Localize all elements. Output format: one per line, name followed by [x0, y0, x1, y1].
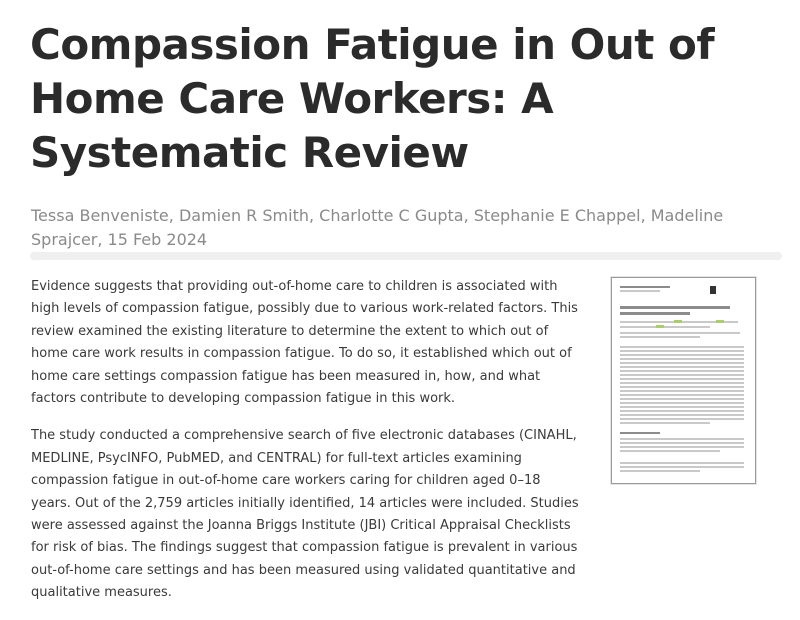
thumb-line [620, 286, 670, 288]
thumb-line [620, 306, 730, 309]
thumb-line [620, 290, 660, 292]
thumb-line [620, 462, 744, 464]
thumb-line [620, 362, 744, 364]
publisher-logo-icon [710, 286, 716, 294]
thumb-line [620, 418, 744, 420]
thumb-line [620, 346, 744, 348]
thumb-line [620, 378, 744, 380]
thumb-line [620, 312, 690, 315]
divider [30, 252, 782, 260]
thumb-highlight [674, 320, 682, 323]
thumb-line [620, 382, 744, 384]
thumb-line [620, 432, 660, 434]
abstract-paragraph: The study conducted a comprehensive search of five electronic databases (CINAHL, MEDLINE, PsycINFO, PubMED, and CENTRAL) for full-text articles examining compassion fatigue in out-of-home care workers caring for children aged 0–18 years. Out of the 2,759 articles initially identified, 14 articles were included. Studies were assessed against the Joanna Briggs Institute (JBI) Critical Appraisal Checklists for risk of bias. The findings suggest that compassion fatigue is prevalent in various out-of-home care settings and has been measured using validated quantitative and qualitative measures. [31, 428, 579, 601]
thumb-line [620, 386, 744, 388]
article-meta: Tessa Benveniste, Damien R Smith, Charlotte C Gupta, Stephanie E Chappel, Madeline Sprajcer, 15 Feb 2024 [31, 206, 724, 249]
thumb-line [620, 336, 700, 338]
thumb-line [620, 406, 744, 408]
article-title: Compassion Fatigue in Out of Home Care Workers: A Systematic Review [30, 20, 715, 177]
paper-thumbnail[interactable] [611, 277, 756, 484]
thumb-line [620, 450, 720, 452]
abstract-paragraph: Evidence suggests that providing out-of-home care to children is associated with high levels of compassion fatigue, possibly due to various work-related factors. This review examined the existing literature to determine the extent to which out of home care work results in compassion fatigue. To do so, it established which out of home care settings compassion fatigue has been measured in, how, and what factors contribute to developing compassion fatigue in this work. [31, 279, 578, 407]
thumb-line [620, 358, 744, 360]
thumb-line [620, 438, 744, 440]
thumb-line [620, 446, 744, 448]
thumb-line [620, 422, 710, 424]
thumb-line [620, 410, 744, 412]
thumb-line [620, 398, 744, 400]
article-abstract [31, 276, 583, 620]
thumb-line [620, 332, 740, 334]
thumb-line [620, 442, 744, 444]
thumb-line [620, 466, 744, 468]
thumb-line [620, 354, 744, 356]
thumb-line [620, 390, 744, 392]
thumb-highlight [716, 320, 724, 323]
thumb-line [620, 402, 744, 404]
thumb-line [620, 326, 710, 328]
thumb-line [620, 370, 744, 372]
thumb-line [620, 394, 744, 396]
thumb-highlight [656, 325, 664, 328]
thumb-line [620, 366, 744, 368]
thumb-line [620, 374, 744, 376]
thumb-line [620, 350, 744, 352]
thumb-line [620, 470, 700, 472]
thumb-line [620, 414, 744, 416]
